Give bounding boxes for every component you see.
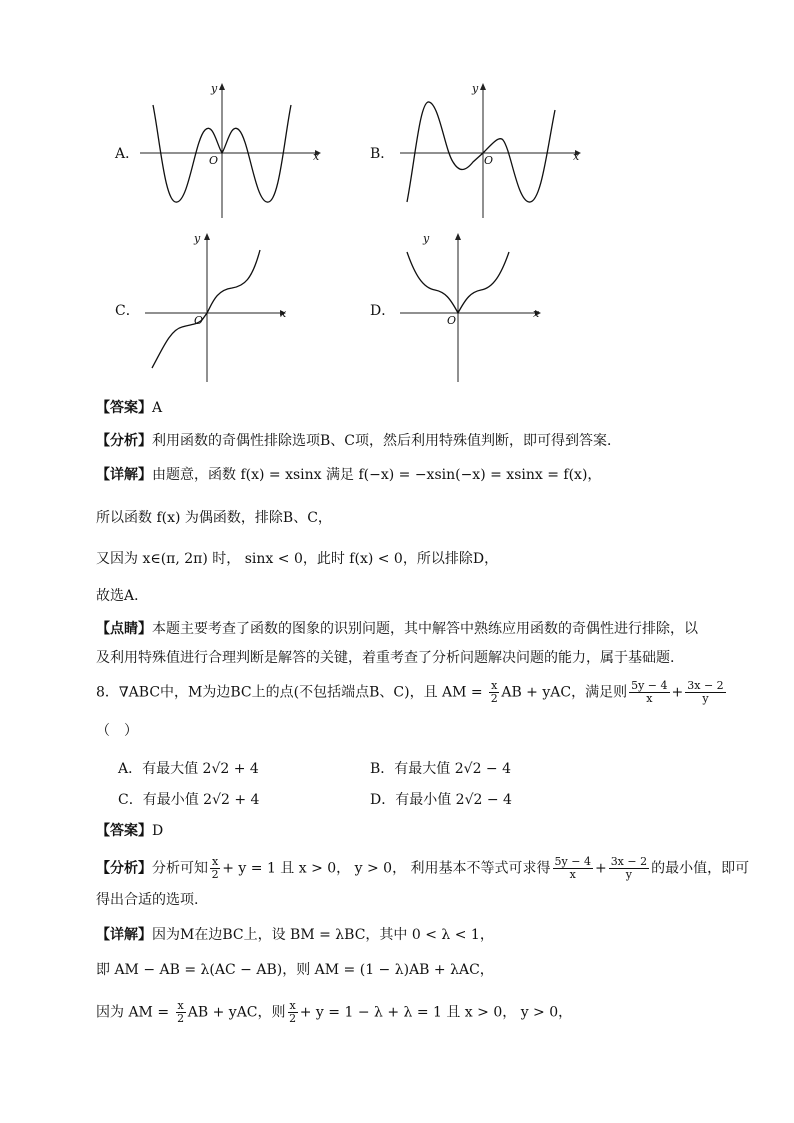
q8-detail-line-1 [96, 925, 494, 945]
q8-analysis-frac-2: $\frac{3x - 2}{y}$ [610, 855, 648, 881]
q8-stem-1d: AB + yAC，满足则 [501, 684, 628, 701]
graph-d-origin: O [447, 314, 457, 327]
q8-analysis-tag: 【分析】 [96, 860, 152, 877]
q8-paren: （ ） [96, 723, 138, 739]
graph-d-y-label: y [423, 232, 430, 245]
graph-a-y-label: y [211, 82, 218, 95]
q8-detail-3c: + y = 1 − λ + λ = 1 且 x > 0， y > 0， [299, 1004, 573, 1021]
q7-answer-tag: 【答案】 [96, 400, 152, 416]
graph-c [140, 230, 290, 385]
q8-frac-x2: $\frac{x}{2}$ [490, 679, 498, 705]
graph-a-origin: O [209, 154, 219, 167]
q7-detail-line-1 [96, 465, 601, 485]
q8-analysis-d: 得出合适的选项. [96, 892, 199, 908]
q8-choice-a[interactable]: A．有最大值 2√2 + 4 [118, 761, 259, 777]
graph-b-label: B． [370, 146, 395, 162]
q8-analysis-c: 的最小值，即可 [651, 860, 750, 877]
q7-comment-line-1 [96, 619, 698, 639]
q7-analysis-line [96, 431, 621, 451]
q8-analysis-frac: $\frac{x}{2}$ [211, 855, 219, 881]
graph-d-x-label: x [533, 307, 540, 320]
q7-answer-line [96, 398, 162, 418]
q8-stem-1: 8．∇ABC中，M为边BC上的点(不包括端点B、C)，且 AM = [96, 684, 488, 701]
graph-a-label: A． [115, 146, 140, 162]
q7-detail-1: 由题意，函数 f(x) = xsinx 满足 f(−x) = −xsin(−x) = xsinx = f(x)， [152, 467, 602, 483]
q7-comment-1: 本题主要考查了函数的图象的识别问题，其中解答中熟练应用函数的奇偶性进行排除，以 [152, 621, 698, 637]
graph-a-x-label: x [313, 150, 320, 163]
q7-analysis: 利用函数的奇偶性排除选项B、C项，然后利用特殊值判断，即可得到答案． [152, 433, 621, 449]
q8-stem-line [96, 680, 728, 705]
graph-b-origin: O [484, 154, 494, 167]
q7-detail-3: 又因为 x∈(π, 2π) 时， sinx < 0，此时 f(x) < 0，所以排除D， [96, 551, 499, 567]
graph-c-origin: O [194, 314, 204, 327]
q8-frac-2: $\frac{3x - 2}{y}$ [687, 679, 724, 705]
q8-plus: + [671, 684, 684, 701]
q8-detail-3a: 因为 AM = [96, 1004, 174, 1021]
graph-c-label: C． [115, 303, 140, 319]
q7-detail-2: 所以函数 f(x) 为偶函数，排除B、C， [96, 510, 332, 526]
q7-analysis-tag: 【分析】 [96, 433, 152, 449]
q8-detail-frac: $\frac{x}{2}$ [177, 999, 185, 1025]
q8-detail-3b: AB + yAC，则 [187, 1004, 286, 1021]
q7-detail-tag: 【详解】 [96, 467, 152, 483]
graph-d-label: D． [370, 303, 396, 319]
q8-choice-b[interactable]: B．有最大值 2√2 − 4 [370, 761, 512, 777]
q7-comment-2: 及利用特殊值进行合理判断是解答的关键，着重考查了分析问题解决问题的能力，属于基础题. [96, 650, 675, 666]
q8-detail-line-3 [96, 1000, 572, 1025]
q8-detail-2: 即 AM − AB = λ(AC − AB)，则 AM = (1 − λ)AB + λAC， [96, 962, 494, 978]
q8-frac-1: $\frac{5y - 4}{x}$ [631, 679, 668, 705]
q8-analysis-a: 分析可知 [152, 860, 208, 877]
graph-c-x-label: x [280, 307, 287, 320]
q8-analysis-b: + y = 1 且 x > 0， y > 0， 利用基本不等式可求得 [222, 860, 551, 877]
q8-analysis-line: 【分析】分析可知 $\frac{x}{2}$ + y = 1 且 x > 0， y > 0， 利用基本不等式可求得 $\frac{5y - 4}{x}$ + $\frac{3x - 2}{y}$ 的最小值，即可 [96, 855, 750, 881]
graph-b-x-label: x [573, 150, 580, 163]
graph-a [135, 80, 325, 220]
q7-detail-4: 故选A． [96, 588, 149, 604]
q8-answer: D [152, 823, 164, 839]
q8-detail-tag: 【详解】 [96, 927, 152, 943]
q8-choice-c[interactable]: C．有最小值 2√2 + 4 [118, 792, 260, 808]
q7-answer: A [152, 400, 163, 416]
graph-b-y-label: y [472, 82, 479, 95]
graph-b [395, 80, 585, 220]
q8-answer-tag: 【答案】 [96, 823, 152, 839]
q8-detail-frac-2: $\frac{x}{2}$ [289, 999, 297, 1025]
q8-choice-d[interactable]: D．有最小值 2√2 − 4 [370, 792, 512, 808]
q7-comment-tag: 【点睛】 [96, 621, 152, 637]
q8-analysis-frac-1: $\frac{5y - 4}{x}$ [554, 855, 591, 881]
q8-detail-1: 因为M在边BC上，设 BM = λBC，其中 0 < λ < 1， [152, 927, 494, 943]
graph-d [395, 230, 545, 385]
graph-c-y-label: y [194, 232, 201, 245]
q8-answer-line [96, 821, 163, 841]
